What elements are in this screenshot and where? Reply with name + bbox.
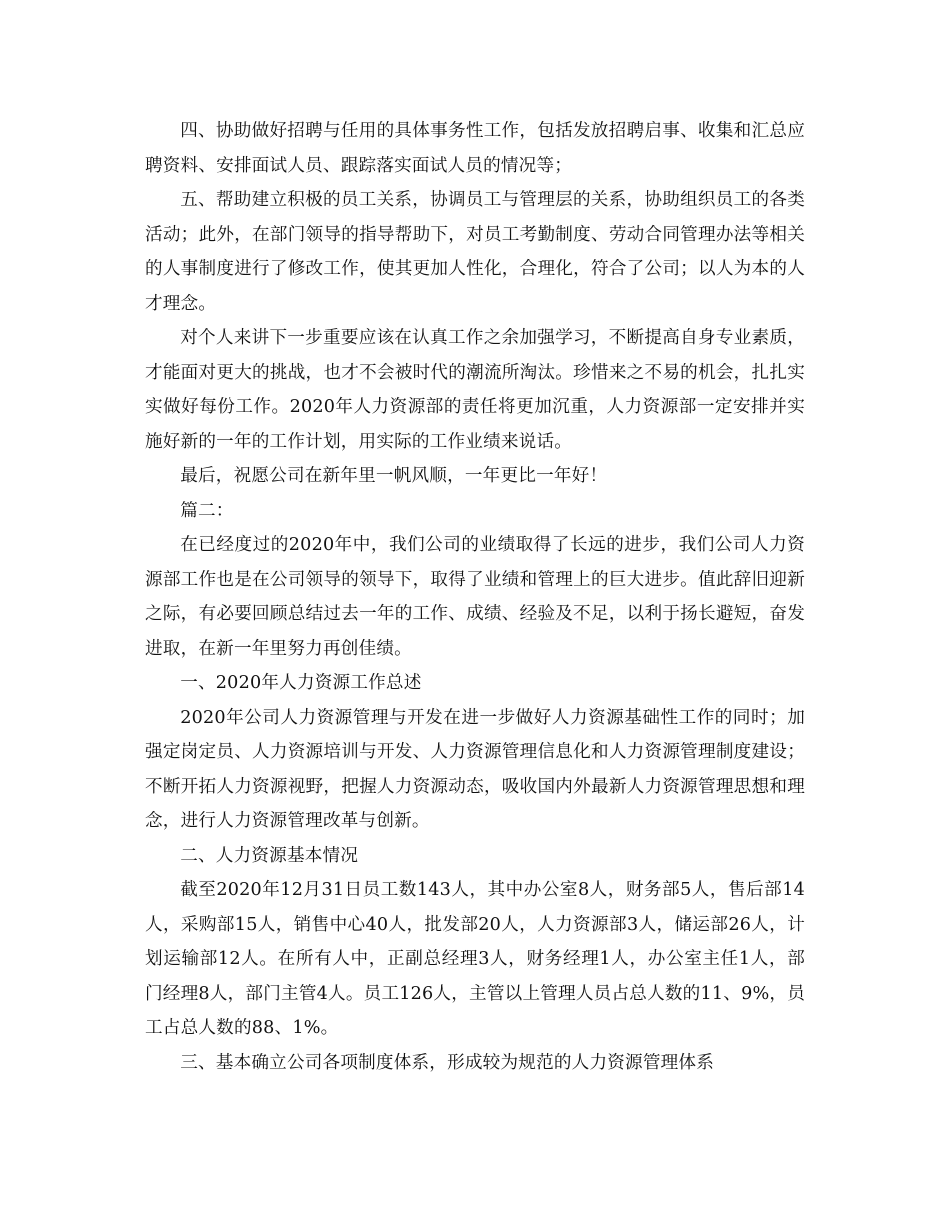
paragraph-hr-overview: 2020年公司人力资源管理与开发在进一步做好人力资源基础性工作的同时；加强定岗定员、人力资源培训与开发、人力资源管理信息化和人力资源管理制度建设；不断开拓人力资源视野，把握人力资源动态，吸收国内外最新人力资源管理思想和理念，进行人力资源管理改革与创新。	[145, 707, 805, 831]
section-heading-part-two: 篇二：	[180, 500, 234, 521]
paragraph-employee-relations: 五、帮助建立积极的员工关系，协调员工与管理层的关系，协助组织员工的各类活动；此外，在部门领导的指导帮助下，对员工考勤制度、劳动合同管理办法等相关的人事制度进行了修改工作，使其更加人性化，合理化，符合了公司；以人为本的人才理念。	[145, 190, 805, 314]
heading-policy-system: 三、基本确立公司各项制度体系，形成较为规范的人力资源管理体系	[180, 1052, 715, 1073]
paragraph-closing-wish: 最后，祝愿公司在新年里一帆风顺，一年更比一年好！	[180, 466, 608, 486]
document-page	[145, 114, 805, 1080]
paragraph-part-two-intro: 在已经度过的2020年中，我们公司的业绩取得了长远的进步，我们公司人力资源部工作也是在公司领导的领导下，取得了业绩和管理上的巨大进步。值此辞旧迎新之际，有必要回顾总结过去一年的工作、成绩、经验及不足，以利于扬长避短，奋发进取，在新一年里努力再创佳绩。	[145, 535, 805, 659]
paragraph-personal-plan: 对个人来讲下一步重要应该在认真工作之余加强学习，不断提高自身专业素质，才能面对更大的挑战，也才不会被时代的潮流所淘汰。珍惜来之不易的机会，扎扎实实做好每份工作。2020年人力资源部的责任将更加沉重，人力资源部一定安排并实施好新的一年的工作计划，用实际的工作业绩来说话。	[145, 328, 805, 452]
paragraph-recruitment-tasks: 四、协助做好招聘与任用的具体事务性工作，包括发放招聘启事、收集和汇总应聘资料、安排面试人员、跟踪落实面试人员的情况等；	[145, 121, 805, 176]
heading-hr-overview: 一、2020年人力资源工作总述	[180, 673, 422, 693]
paragraph-staff-statistics: 截至2020年12月31日员工数143人，其中办公室8人，财务部5人，售后部14人，采购部15人，销售中心40人，批发部20人，人力资源部3人，储运部26人，计划运输部12人。在所有人中，正副总经理3人，财务经理1人，办公室主任1人，部门经理8人，部门主管4人。员工126人，主管以上管理人员占总人数的11、9%，员工占总人数的88、1%。	[145, 880, 805, 1038]
heading-hr-basic-situation: 二、人力资源基本情况	[180, 845, 359, 866]
